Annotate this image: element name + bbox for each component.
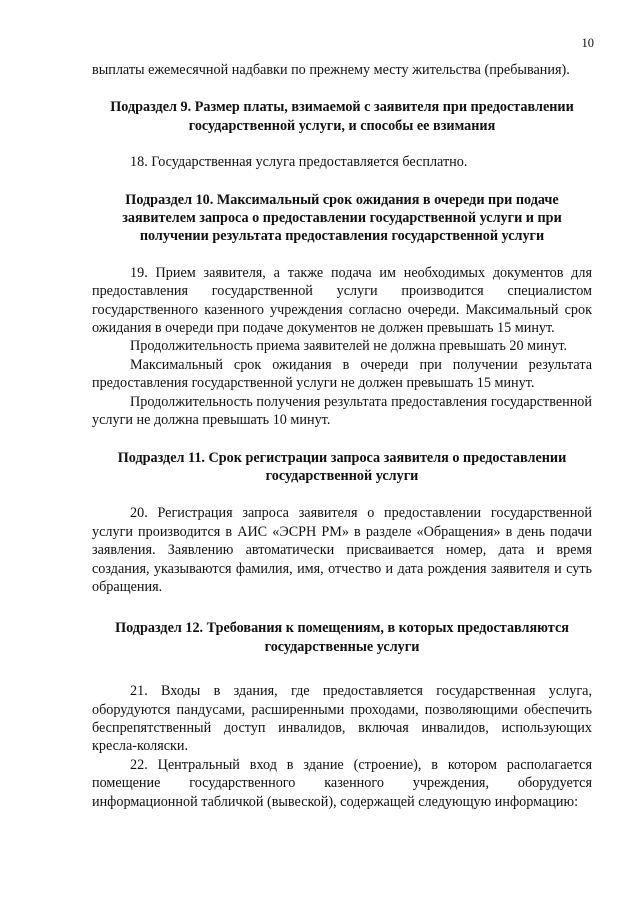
heading-subsection-10: Подраздел 10. Максимальный срок ожидания в очереди при подаче заявителем запроса о предоставлении государственной услуги и при получении результата предоставления государственной услуги (122, 191, 562, 245)
document-body (92, 61, 592, 811)
paragraph-18: 18. Государственная услуга предоставляется бесплатно. (130, 154, 468, 171)
heading-subsection-11: Подраздел 11. Срок регистрации запроса заявителя о предоставлении государственной услуги (117, 449, 567, 484)
paragraph-21: 21. Входы в здания, где предоставляется государственная услуга, оборудуются пандусами, расширенными проходами, позволяющими обеспечить беспрепятственный доступ инвалидов, включая инвалидов, использующих кресла-коляски. (92, 683, 592, 755)
paragraph-19-duration: Продолжительность приема заявителей не должна превышать 20 минут. (130, 338, 568, 355)
page-number: 10 (581, 36, 594, 50)
heading-subsection-9: Подраздел 9. Размер платы, взимаемой с заявителя при предоставлении государственной услуги, и способы ее взимания (110, 99, 574, 134)
paragraph-19: 19. Прием заявителя, а также подача им необходимых документов для предоставления государственной услуги производится специалистом государственного казенного учреждения согласно очереди. Максимальный срок ожидания в очереди при подаче документов не должен превышать 15 минут. (92, 264, 592, 337)
heading-subsection-12: Подраздел 12. Требования к помещениям, в которых предоставляются государственные услуги (115, 620, 569, 655)
paragraph-19-result-wait: Максимальный срок ожидания в очереди при получении результата предоставления государственной услуги не должен превышать 15 минут. (92, 356, 592, 392)
paragraph-20: 20. Регистрация запроса заявителя о предоставлении государственной услуги производится в АИС «ЭСРН РМ» в разделе «Обращения» в день подачи заявления. Заявлению автоматически присваивается номер, дата и время создания, указываются фамилия, имя, отчество и дата рождения заявителя и суть обращения. (92, 505, 592, 595)
paragraph-continuation: выплаты ежемесячной надбавки по прежнему месту жительства (пребывания). (92, 62, 570, 78)
paragraph-19-result-duration: Продолжительность получения результата предоставления государственной услуги не должна превышать 10 минут. (92, 393, 592, 429)
paragraph-22: 22. Центральный вход в здание (строение), в котором располагается помещение государственного казенного учреждения, оборудуется информационной табличкой (вывеской), содержащей следующую информацию: (92, 756, 592, 810)
